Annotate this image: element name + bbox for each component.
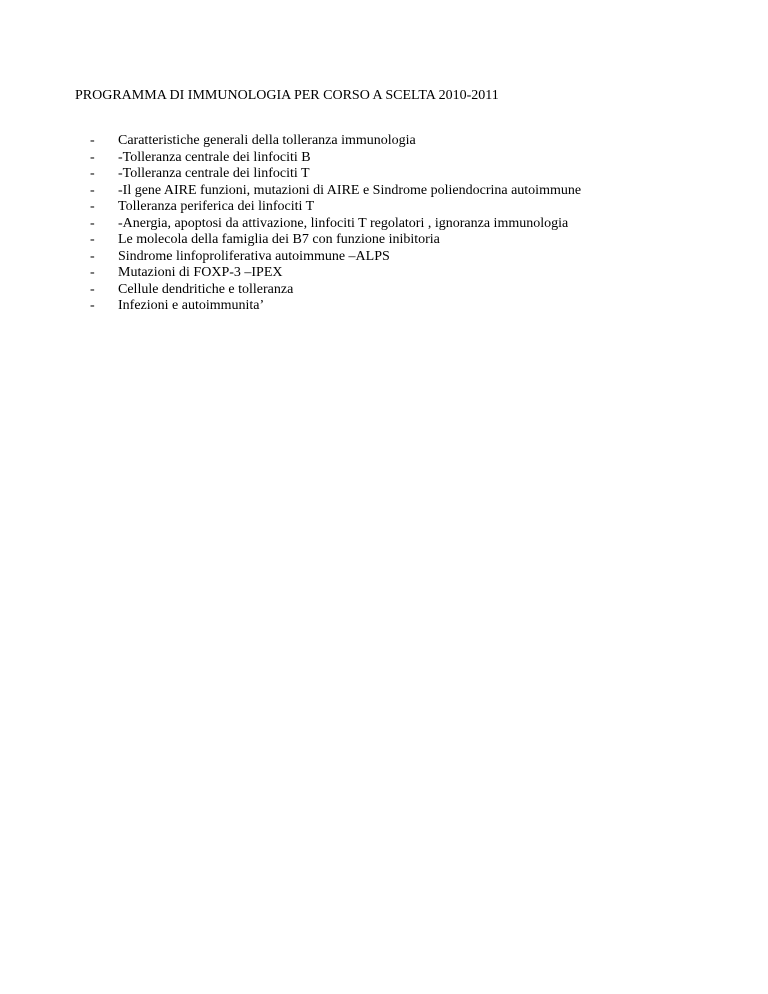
list-item-text: Infezioni e autoimmunita’ [118,298,265,313]
list-item-text: Tolleranza periferica dei linfociti T [118,199,315,214]
list-item-text: Cellule dendritiche e tolleranza [118,281,294,297]
bullet-dash: - [90,215,95,231]
list-item-text: Mutazioni di FOXP-3 –IPEX [118,265,283,280]
bullet-dash: - [90,232,95,247]
list-item-text: -Il gene AIRE funzioni, mutazioni di AIRE e Sindrome poliendocrina autoimmune [118,182,582,198]
bullet-dash: - [90,265,95,280]
list-item-text: -Tolleranza centrale dei linfociti T [118,166,310,181]
list-item [90,183,581,200]
list-item-text: Sindrome linfoproliferativa autoimmune –ALPS [118,248,390,264]
list-item-text: -Anergia, apoptosi da attivazione, linfociti T regolatori , ignoranza immunologia [118,215,569,231]
bullet-dash: - [90,182,95,198]
list-item-text: -Tolleranza centrale dei linfociti B [118,149,311,165]
list-item [90,249,581,266]
list-item [90,133,581,150]
list-item [90,282,581,299]
list-item [90,265,581,282]
bullet-dash: - [90,199,95,214]
list-item [90,298,581,315]
list-item [90,232,581,249]
bullet-dash: - [90,166,95,181]
topic-list [90,133,581,315]
list-item-text: Le molecola della famiglia dei B7 con funzione inibitoria [118,232,440,247]
list-item [90,216,581,233]
bullet-dash: - [90,133,95,148]
document-title: PROGRAMMA DI IMMUNOLOGIA PER CORSO A SCELTA 2010-2011 [75,88,499,103]
list-item [90,150,581,167]
list-item [90,199,581,216]
bullet-dash: - [90,298,95,313]
bullet-dash: - [90,149,95,165]
list-item-text: Caratteristiche generali della tolleranza immunologia [118,133,416,148]
bullet-dash: - [90,248,95,264]
bullet-dash: - [90,281,95,297]
list-item [90,166,581,183]
